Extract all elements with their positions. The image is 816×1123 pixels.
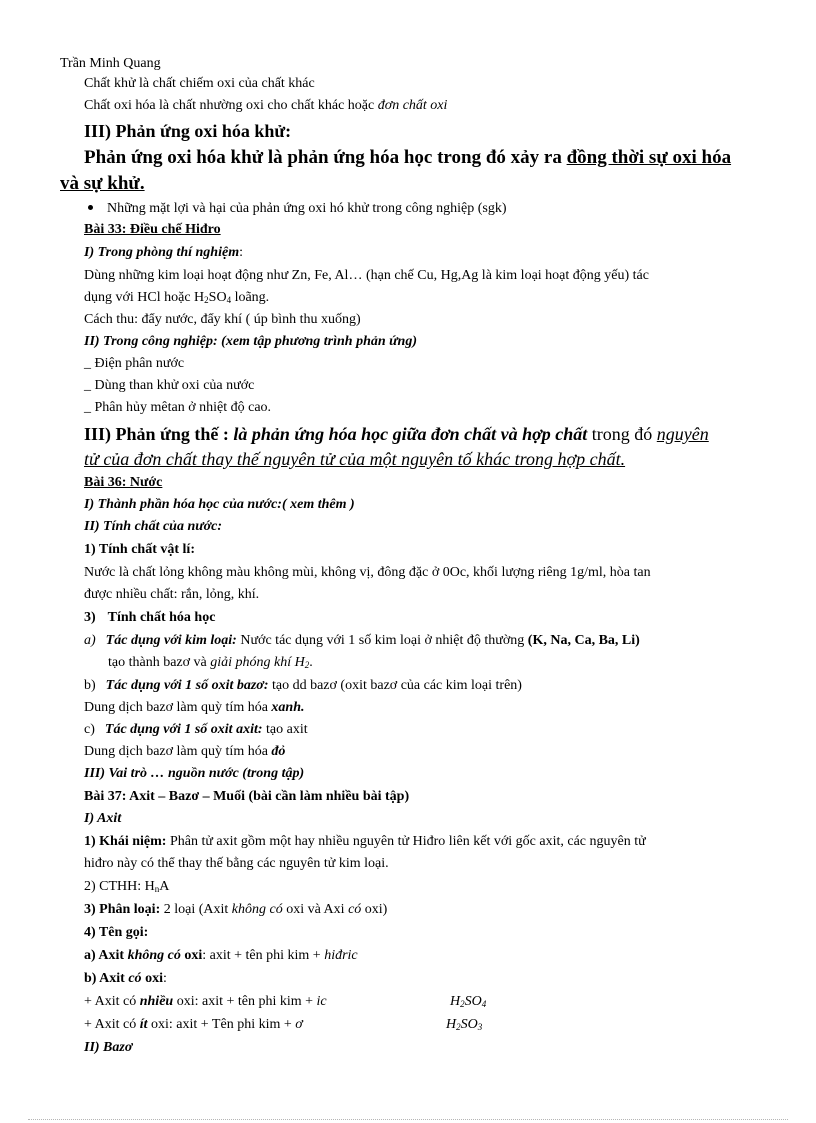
formula-subscript: 4 bbox=[226, 295, 232, 305]
formula-part: H bbox=[450, 994, 461, 1009]
formula-subscript: n bbox=[154, 884, 160, 894]
oxidizer-definition-text: Chất oxi hóa là chất nhường oxi cho chất khác hoặc bbox=[84, 98, 378, 113]
naming-many-prefix: + Axit có bbox=[84, 994, 140, 1009]
lesson-36-item-a bbox=[84, 633, 640, 649]
substitution-title: ) Phản ứng thế : bbox=[105, 424, 234, 444]
lesson-36-chemical-number: 3) bbox=[84, 610, 96, 625]
lesson-37-naming-a bbox=[84, 948, 358, 964]
classification-italic2: có bbox=[348, 902, 362, 917]
formula-subscript: 2 bbox=[204, 295, 209, 305]
substitution-roman: III bbox=[84, 424, 106, 444]
section-redox-heading bbox=[84, 121, 291, 142]
item-a-label: a) bbox=[84, 633, 96, 648]
classification-text3: oxi) bbox=[361, 902, 388, 917]
section-redox-roman: III bbox=[84, 121, 106, 141]
naming-many-text: oxi: axit + tên phi kim + bbox=[173, 994, 317, 1009]
formula-part: SO bbox=[208, 290, 227, 305]
lesson-36-item-b-line2 bbox=[84, 700, 305, 716]
lesson-36-physical-text2: được nhiều chất: rắn, lỏng, khí. bbox=[84, 587, 260, 602]
item-b-line2-text: Dung dịch bazơ làm quỳ tím hóa bbox=[84, 700, 272, 715]
lesson-36-physical-heading: 1) Tính chất vật lí: bbox=[84, 542, 195, 557]
lesson-36-role: III) Vai trò … nguồn nước (trong tập) bbox=[84, 766, 305, 781]
lesson-36-composition: I) Thành phần hóa học của nước:( xem thêm ) bbox=[84, 497, 355, 512]
lesson-37-formula bbox=[84, 879, 169, 895]
naming-a-suffix: hiđric bbox=[324, 948, 358, 963]
lesson-36-item-c-line2 bbox=[84, 744, 285, 760]
formula-h2so3 bbox=[446, 1017, 482, 1033]
redox-definition-underlined1: đồng thời sự oxi hóa bbox=[566, 147, 732, 168]
naming-many-suffix: ic bbox=[316, 994, 327, 1009]
lesson-33-industry-item3: _ Phân hủy mêtan ở nhiệt độ cao. bbox=[84, 400, 272, 415]
formula-subscript: 2 bbox=[456, 1022, 461, 1032]
lesson-37-classification bbox=[84, 902, 387, 918]
substitution-underlined2: tử của đơn chất thay thế nguyên tử của một nguyên tố khác trong hợp chất. bbox=[84, 449, 626, 469]
lesson-33-industry-item2: _ Dùng than khử oxi của nước bbox=[84, 378, 255, 393]
lesson-37-naming-few bbox=[84, 1017, 303, 1033]
formula-subscript: 2 bbox=[304, 660, 310, 670]
lesson-37-definition-line1 bbox=[84, 834, 646, 850]
section-redox-title: ) Phản ứng oxi hóa khử: bbox=[105, 121, 292, 141]
lesson-36-item-c bbox=[84, 722, 308, 738]
lesson-33-lab-heading-text: I) Trong phòng thí nghiệm bbox=[84, 245, 240, 260]
naming-b-prefix: b) Axit bbox=[84, 971, 129, 986]
oxidizer-definition-italic: đơn chất oxi bbox=[377, 98, 448, 113]
lesson-37-naming-many bbox=[84, 994, 327, 1010]
lesson-37-base-heading: II) Bazơ bbox=[84, 1040, 133, 1055]
classification-italic1: không có bbox=[231, 902, 283, 917]
lesson-37-title: Bài 37: Axit – Bazơ – Muối (bài cần làm nhiều bài tập) bbox=[84, 789, 410, 804]
lesson-36-physical-text1: Nước là chất lỏng không màu không mùi, không vị, đông đặc ở 0Oc, khối lượng riêng 1g/ml, hòa tan bbox=[84, 565, 651, 580]
naming-few-prefix: + Axit có bbox=[84, 1017, 140, 1032]
formula-part: SO bbox=[464, 994, 482, 1009]
lesson-37-acid-heading: I) Axit bbox=[84, 811, 122, 826]
naming-a-bold-italic: không có bbox=[127, 948, 181, 963]
lesson-33-lab-heading-colon: : bbox=[239, 245, 243, 260]
item-c-line2-color: đỏ bbox=[271, 744, 286, 759]
item-a-line2-italic: giải phóng khí H bbox=[210, 655, 305, 670]
redox-definition-line1 bbox=[84, 147, 731, 169]
item-a-line2-dot: . bbox=[309, 655, 313, 670]
lesson-33-industry-item1: _ Điện phân nước bbox=[84, 356, 185, 371]
formula-h2so4 bbox=[450, 994, 486, 1010]
formula-subscript: 4 bbox=[481, 999, 487, 1009]
reducer-definition: Chất khử là chất chiếm oxi của chất khác bbox=[84, 76, 315, 91]
substitution-heading bbox=[84, 424, 709, 445]
item-a-line2-text: tạo thành bazơ và bbox=[108, 655, 211, 670]
lesson-33-industry-heading: II) Trong công nghiệp: (xem tập phương trình phản ứng) bbox=[84, 334, 417, 349]
lesson-36-properties: II) Tính chất của nước: bbox=[84, 519, 223, 534]
author-name: Trần Minh Quang bbox=[60, 56, 161, 71]
item-a-text: Nước tác dụng với 1 số kim loại ở nhiệt độ thường bbox=[236, 633, 528, 648]
lesson-37-definition-line2: hiđro này có thể thay thế bằng các nguyên tử kim loại. bbox=[84, 856, 389, 871]
bullet-text: Những mặt lợi và hại của phản ứng oxi hó khử trong công nghiệp (sgk) bbox=[107, 201, 507, 216]
item-a-metals: (K, Na, Ca, Ba, Li) bbox=[527, 633, 640, 648]
item-b-text: tạo dd bazơ (oxit bazơ của các kim loại trên) bbox=[268, 678, 522, 693]
formula-subscript: 3 bbox=[477, 1022, 483, 1032]
substitution-underlined1: nguyên bbox=[656, 424, 709, 444]
lesson-33-lab-text2-end: loãng. bbox=[231, 290, 270, 305]
classification-text1: 2 loại (Axit bbox=[160, 902, 232, 917]
naming-b-bold-italic: có bbox=[128, 971, 142, 986]
lesson-37-naming-b bbox=[84, 971, 167, 987]
naming-a-bold: oxi bbox=[180, 948, 203, 963]
definition-text1: Phân tử axit gồm một hay nhiều nguyên tử Hiđro liên kết với gốc axit, các nguyên tử bbox=[166, 834, 646, 849]
item-c-line2-text: Dung dịch bazơ làm quỳ tím hóa bbox=[84, 744, 272, 759]
naming-b-colon: : bbox=[162, 971, 167, 986]
item-a-heading: Tác dụng với kim loại: bbox=[105, 633, 237, 648]
formula-part: H bbox=[446, 1017, 457, 1032]
page-bottom-divider bbox=[28, 1119, 788, 1120]
lesson-36-chemical-heading bbox=[84, 610, 215, 626]
naming-a-prefix: a) Axit bbox=[84, 948, 128, 963]
oxidizer-definition bbox=[84, 98, 447, 114]
lesson-33-lab-text1: Dùng những kim loại hoạt động như Zn, Fe, Al… (hạn chế Cu, Hg,Ag là kim loại hoạt động yếu) tác bbox=[84, 268, 649, 283]
lesson-33-title: Bài 33: Điều chế Hiđro bbox=[84, 222, 221, 237]
substitution-definition: là phản ứng hóa học giữa đơn chất và hợp chất bbox=[233, 424, 588, 444]
lesson-36-item-b bbox=[84, 678, 522, 694]
redox-definition-line2 bbox=[60, 173, 145, 195]
naming-b-bold: oxi bbox=[141, 971, 163, 986]
bullet-item bbox=[88, 201, 507, 217]
formula-end: A bbox=[159, 879, 170, 894]
classification-heading: 3) Phân loại: bbox=[84, 902, 161, 917]
redox-definition-text: Phản ứng oxi hóa khử là phản ứng hóa học trong đó xảy ra bbox=[84, 147, 567, 168]
item-c-text: tạo axit bbox=[262, 722, 308, 737]
item-b-heading: Tác dụng với 1 số oxit bazơ: bbox=[105, 678, 269, 693]
naming-few-suffix: ơ bbox=[295, 1017, 303, 1032]
item-c-heading: Tác dụng với 1 số oxit axit: bbox=[104, 722, 263, 737]
lesson-33-lab-text2-pre: dụng với HCl hoặc H bbox=[84, 290, 205, 305]
formula-subscript: 2 bbox=[460, 999, 465, 1009]
definition-heading: 1) Khái niệm: bbox=[84, 834, 167, 849]
naming-few-text: oxi: axit + Tên phi kim + bbox=[147, 1017, 296, 1032]
substitution-mid: trong đó bbox=[587, 424, 657, 444]
lesson-36-title: Bài 36: Nước bbox=[84, 475, 163, 490]
classification-text2: oxi và Axi bbox=[282, 902, 349, 917]
formula-part: SO bbox=[460, 1017, 478, 1032]
item-b-line2-color: xanh. bbox=[271, 700, 305, 715]
naming-many-bold: nhiều bbox=[139, 994, 174, 1009]
lesson-37-naming-heading: 4) Tên gọi: bbox=[84, 925, 149, 940]
bullet-icon bbox=[88, 205, 93, 210]
lesson-33-lab-text2 bbox=[84, 290, 269, 306]
formula-text: 2) CTHH: H bbox=[84, 879, 155, 894]
lesson-33-lab-heading bbox=[84, 245, 243, 261]
redox-definition-underlined2: và sự khử. bbox=[60, 173, 145, 194]
lesson-36-chemical-title: Tính chất hóa học bbox=[107, 610, 216, 625]
item-c-label: c) bbox=[84, 722, 95, 737]
lesson-33-collect: Cách thu: đẩy nước, đẩy khí ( úp bình thu xuống) bbox=[84, 312, 361, 327]
lesson-36-item-a-line2 bbox=[108, 655, 313, 671]
naming-few-bold: ít bbox=[139, 1017, 148, 1032]
naming-a-text: : axit + tên phi kim + bbox=[202, 948, 325, 963]
item-b-label: b) bbox=[84, 678, 96, 693]
